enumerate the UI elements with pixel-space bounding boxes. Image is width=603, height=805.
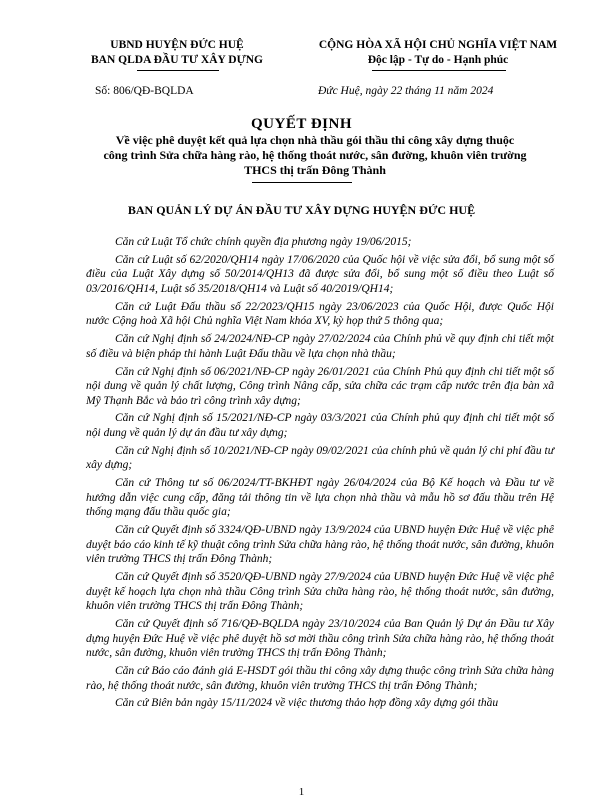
legal-basis-paragraph: Căn cứ Thông tư số 06/2024/TT-BKHĐT ngày 26/04/2024 của Bộ Kế hoạch và Đầu tư về hướng dẫn việc cung cấp, đăng tải thông tin về lựa chọn nhà thầu và mẫu hồ sơ đấu thầu trên Hệ thống mạng đấu thầu quốc gia;	[86, 477, 554, 519]
legal-basis-paragraph: Căn cứ Báo cáo đánh giá E-HSDT gói thầu thi công xây dựng thuộc công trình Sửa chữa hàng rào, hệ thống thoát nước, sân đường, khuôn viên trường THCS thị trấn Đông Thành;	[86, 665, 554, 692]
nation-line-2: Độc lập - Tự do - Hạnh phúc	[367, 54, 509, 66]
org-underline	[137, 70, 219, 71]
legal-basis-paragraph: Căn cứ Biên bản ngày 15/11/2024 về việc thương thảo hợp đồng xây dựng gói thầu	[115, 697, 499, 710]
subject-line-1: Về việc phê duyệt kết quả lựa chọn nhà thầu gói thầu thi công xây dựng thuộc	[115, 133, 515, 147]
org-line-2: BAN QLDA ĐẦU TƯ XÂY DỰNG	[91, 54, 263, 66]
legal-basis-paragraph: Căn cứ Nghị định số 10/2021/NĐ-CP ngày 09/02/2021 của chính phủ về quản lý chi phí đầu tư xây dựng;	[86, 444, 554, 472]
legal-basis-paragraph: Căn cứ Luật số 62/2020/QH14 ngày 17/06/2020 của Quốc hội về việc sửa đổi, bổ sung một số điều của Luật Xây dựng số 50/2014/QH13 đã được sửa đổi, bổ sung một số điều theo Luật số 03/2016/QH14, Luật số 35/2018/QH14 và Luật số 40/2019/QH14;	[86, 253, 554, 295]
legal-basis-paragraph: Căn cứ Nghị định số 15/2021/NĐ-CP ngày 03/3/2021 của Chính phủ quy định chi tiết một số nội dung về quản lý dự án đầu tư xây dựng;	[86, 412, 554, 440]
legal-basis-paragraph: Căn cứ Nghị định số 06/2021/NĐ-CP ngày 26/01/2021 của Chính Phủ quy định chi tiết một số nội dung về quản lý chất lượng, Công trình Nâng cấp, sửa chữa các trạm cấp nước trên địa bàn xã Mỹ Thạnh Bắc và bảo trì công trình xây dựng;	[86, 365, 554, 407]
subject-line-2: công trình Sửa chữa hàng rào, hệ thống thoát nước, sân đường, khuôn viên trường	[103, 148, 527, 162]
nation-line-1: CỘNG HÒA XÃ HỘI CHỦ NGHĨA VIỆT NAM	[318, 39, 558, 51]
place-date: Đức Huệ, ngày 22 tháng 11 năm 2024	[318, 85, 494, 97]
legal-basis-paragraph: Căn cứ Quyết định số 3520/QĐ-UBND ngày 27/9/2024 của UBND huyện Đức Huệ về việc phê duyệt kế hoạch lựa chọn nhà thầu Công trình Sửa chữa hàng rào, hệ thống thoát nước, sân đường, khuôn viên trường THCS thị trấn Đông Thành;	[86, 571, 554, 613]
subject-line-3: THCS thị trấn Đông Thành	[244, 163, 386, 177]
national-motto	[288, 38, 588, 68]
legal-basis-paragraph: Căn cứ Luật Tổ chức chính quyền địa phương ngày 19/06/2015;	[115, 236, 412, 248]
legal-basis-paragraph: Căn cứ Quyết định số 3324/QĐ-UBND ngày 13/9/2024 của UBND huyện Đức Huệ về việc phê duyệt báo cáo kinh tế kỹ thuật công trình Sửa chữa hàng rào, hệ thống thoát nước, sân đường, khuôn viên trường THCS thị trấn Đông Thành;	[86, 524, 554, 566]
motto-underline	[372, 70, 506, 71]
issuing-organization	[62, 38, 292, 68]
subject-underline	[252, 182, 352, 183]
page-number: 1	[298, 786, 305, 798]
document-subject	[80, 133, 550, 178]
legal-basis-paragraph: Căn cứ Nghị định số 24/2024/NĐ-CP ngày 27/02/2024 của Chính phủ về quy định chi tiết một số điều và biện pháp thi hành Luật Đấu thầu về lựa chọn nhà thầu;	[86, 333, 554, 360]
document-body	[86, 235, 554, 714]
org-line-1: UBND HUYỆN ĐỨC HUỆ	[110, 39, 244, 51]
legal-basis-paragraph: Căn cứ Quyết định số 716/QĐ-BQLDA ngày 23/10/2024 của Ban Quản lý Dự án Đầu tư Xây dựng huyện Đức Huệ về việc phê duyệt hồ sơ mời thầu công trình Sửa chữa hàng rào, hệ thống thoát nước, sân đường, khuôn viên trường THCS thị trấn Đông Thành;	[86, 618, 554, 660]
document-title: QUYẾT ĐỊNH	[251, 116, 352, 132]
legal-basis-paragraph: Căn cứ Luật Đấu thầu số 22/2023/QH15 ngày 23/06/2023 của Quốc Hội, được Quốc Hội nước Cộng hoà Xã hội Chủ nghĩa Việt Nam khóa XV, kỳ họp thứ 5 thông qua;	[86, 300, 554, 328]
document-number: Số: 806/QĐ-BQLDA	[95, 85, 194, 97]
issuing-authority: BAN QUẢN LÝ DỰ ÁN ĐẦU TƯ XÂY DỰNG HUYỆN ĐỨC HUỆ	[127, 203, 476, 217]
